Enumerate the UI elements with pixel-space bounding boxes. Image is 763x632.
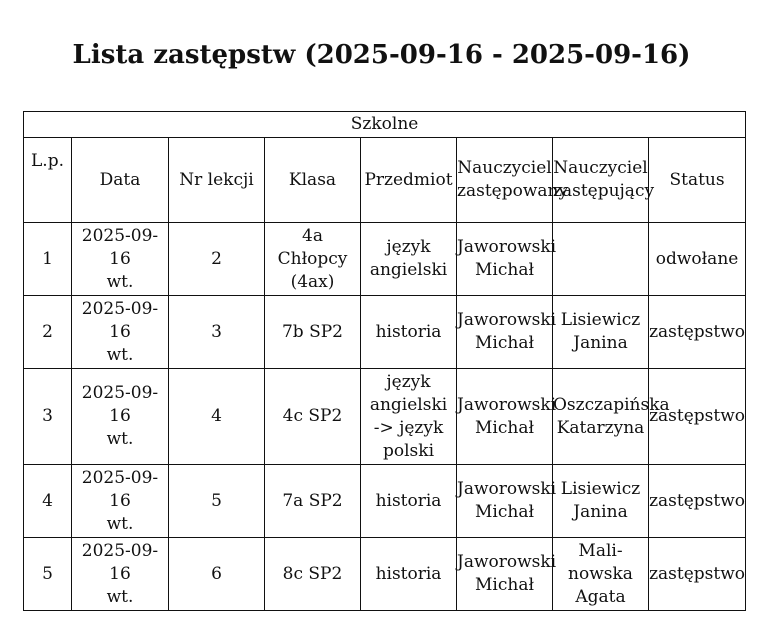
table-row [24,296,746,369]
cell-subject-line1: język [386,237,431,257]
cell-substitute-teacher-line1: Mali- [578,540,623,561]
cell-status: zastępstwo [649,296,746,369]
cell-replaced-teacher [457,538,557,611]
column-header-replaced-teacher-line2: zastępowany [457,181,569,201]
cell-subject [361,369,457,465]
column-header-class: Klasa [265,138,361,223]
column-header-substitute-teacher-line1: Nauczyciel [553,158,648,178]
cell-replaced-teacher-name: Michał [475,260,534,280]
cell-subject-line2: angielski [369,394,448,415]
cell-substitute-teacher [553,465,649,538]
cell-substitute-teacher-surname: Lisiewicz [560,479,641,499]
cell-date-value: 2025-09-16 [81,383,159,426]
substitutions-table [23,111,746,611]
cell-substitute-teacher-line3: Agata [575,586,626,607]
cell-replaced-teacher [457,369,557,465]
cell-substitute-teacher-name: Janina [573,502,628,522]
cell-lp: 2 [24,296,72,369]
cell-date-value: 2025-09-16 [81,298,159,342]
column-header-replaced-teacher-line1: Nauczyciel [457,158,552,178]
table-header-row [24,138,746,223]
cell-replaced-teacher-surname: Jaworowski [457,310,557,330]
cell-substitute-teacher-name: Janina [573,333,628,353]
cell-class: 7b SP2 [265,296,361,369]
cell-substitute-teacher [553,223,649,296]
cell-replaced-teacher-name: Michał [475,575,534,595]
cell-replaced-teacher [457,296,557,369]
cell-subject-line1: język [386,371,431,392]
cell-lesson-number: 4 [169,369,265,465]
cell-replaced-teacher [457,223,557,296]
cell-date [72,296,169,369]
cell-status: zastępstwo [649,369,746,465]
cell-status: zastępstwo [649,465,746,538]
cell-date-weekday: wt. [106,429,134,449]
cell-status: odwołane [649,223,746,296]
cell-class-line3: (4ax) [290,271,335,292]
column-header-substitute-teacher-line2: zastępujący [553,181,655,201]
cell-date-value: 2025-09-16 [81,540,159,584]
cell-lp: 5 [24,538,72,611]
column-header-lesson-number: Nr lekcji [169,138,265,223]
cell-substitute-teacher-line2: nowska [568,563,633,584]
cell-date-weekday: wt. [106,513,134,534]
cell-replaced-teacher-surname: Jaworowski [457,479,557,499]
cell-lp: 1 [24,223,72,296]
cell-class: 8c SP2 [265,538,361,611]
cell-date [72,223,169,296]
column-header-lp: L.p. [24,138,72,223]
cell-class: 4c SP2 [265,369,361,465]
cell-class: 7a SP2 [265,465,361,538]
cell-date-weekday: wt. [106,344,134,365]
cell-substitute-teacher-surname: Lisiewicz [560,310,641,330]
cell-date [72,538,169,611]
section-header: Szkolne [24,112,746,138]
cell-lesson-number: 3 [169,296,265,369]
cell-subject: historia [361,538,457,611]
cell-status: zastępstwo [649,538,746,611]
cell-class-line2: Chłopcy [277,248,348,269]
cell-replaced-teacher [457,465,557,538]
page-title: Lista zastępstw (2025-09-16 - 2025-09-16) [72,40,691,70]
cell-date-weekday: wt. [106,271,134,292]
cell-subject-line3: -> język [373,417,444,438]
cell-replaced-teacher-name: Michał [475,502,534,522]
cell-date [72,465,169,538]
cell-replaced-teacher-surname: Jaworowski [457,552,557,572]
column-header-replaced-teacher [457,138,569,223]
cell-lesson-number: 6 [169,538,265,611]
cell-subject: historia [361,296,457,369]
cell-substitute-teacher-name: Katarzyna [556,417,645,438]
cell-replaced-teacher-surname: Jaworowski [457,394,557,415]
cell-subject [361,223,457,296]
column-header-date: Data [72,138,169,223]
cell-subject-line4: polski [382,440,435,461]
cell-subject-line2: angielski [369,260,448,280]
cell-lesson-number: 5 [169,465,265,538]
table-row [24,223,746,296]
cell-substitute-teacher [553,538,649,611]
cell-date [72,369,169,465]
cell-class-line1: 4a [302,225,323,246]
column-header-status: Status [649,138,746,223]
cell-date-weekday: wt. [106,586,134,607]
cell-replaced-teacher-surname: Jaworowski [457,237,557,257]
cell-lp: 4 [24,465,72,538]
table-row [24,369,746,465]
cell-replaced-teacher-name: Michał [475,333,534,353]
cell-date-value: 2025-09-16 [81,467,159,511]
column-header-subject: Przedmiot [361,138,457,223]
cell-substitute-teacher [553,296,649,369]
cell-substitute-teacher [553,369,670,465]
cell-lp: 3 [24,369,72,465]
cell-subject: historia [361,465,457,538]
table-row [24,465,746,538]
cell-substitute-teacher-surname: Oszczapińska [553,394,670,415]
cell-replaced-teacher-name: Michał [475,417,534,438]
cell-date-value: 2025-09-16 [81,225,159,269]
column-header-substitute-teacher [553,138,655,223]
table-row [24,538,746,611]
cell-lesson-number: 2 [169,223,265,296]
cell-class [265,223,361,296]
